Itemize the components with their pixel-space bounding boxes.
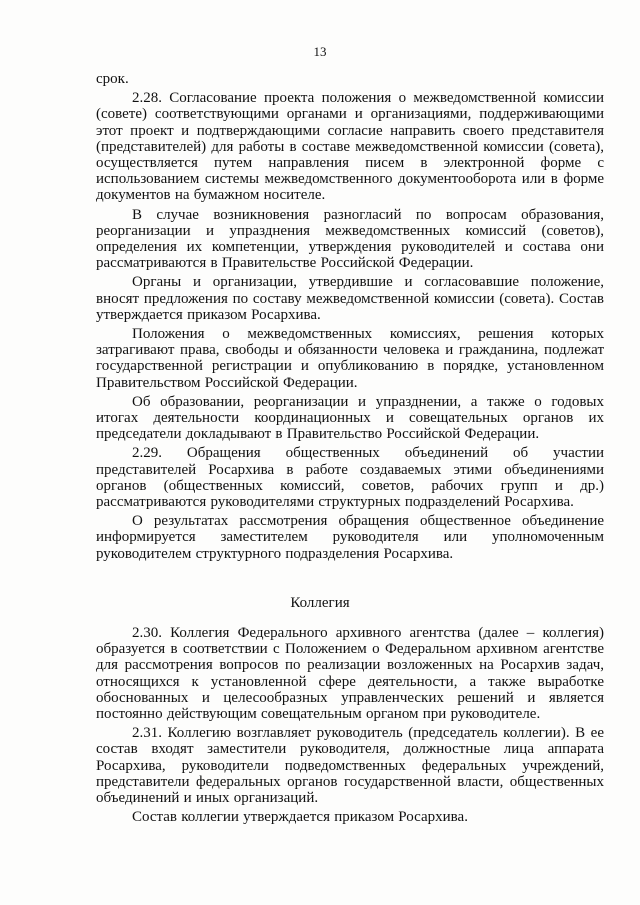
paragraph: Состав коллегии утверждается приказом Росархива.: [132, 809, 468, 826]
body-text-after-heading: [96, 625, 604, 825]
paragraph: срок.: [96, 71, 129, 87]
paragraph: Органы и организации, утвердившие и согласовавшие положение, вносят предложения по составу межведомственной комиссии (совета). Состав утверждается приказом Росархива.: [96, 274, 604, 323]
paragraph: 2.30. Коллегия Федерального архивного агентства (далее – коллегия) образуется в соответствии с Положением о Федеральном архивном агентстве для рассмотрения вопросов по реализации возложенных на Росархив задач, относящихся к установленной сфере деятельности, а также выработке обоснованных и целесообразных управленческих решений и является постоянно действующим совещательным органом при руководителе.: [96, 625, 604, 723]
section-heading: Коллегия: [290, 595, 350, 611]
paragraph: 2.28. Согласование проекта положения о межведомственной комиссии (совете) соответствующими органами и организациями, поддерживающими этот проект и подтверждающими согласие направить своего представителя (представителей) для работы в составе межведомственной комиссии (совета), осуществляется путем направления писем в электронной форме с использованием системы межведомственного документооборота или в форме документов на бумажном носителе.: [96, 90, 604, 204]
paragraph: О результатах рассмотрения обращения общественное объединение информируется заместителем руководителя или уполномоченным руководителем структурного подразделения Росархива.: [96, 513, 604, 562]
body-text-before-heading: [96, 71, 604, 562]
page-number: 13: [313, 44, 327, 59]
paragraph: 2.31. Коллегию возглавляет руководитель (председатель коллегии). В ее состав входят заместители руководителя, должностные лица аппарата Росархива, руководители подведомственных федеральных учреждений, представители федеральных органов государственной власти, общественных объединений и иных организаций.: [96, 725, 604, 807]
paragraph: В случае возникновения разногласий по вопросам образования, реорганизации и упразднения межведомственных комиссий (советов), определения их компетенции, утверждения руководителей и состава они рассматриваются в Правительстве Российской Федерации.: [96, 206, 604, 272]
paragraph: Об образовании, реорганизации и упразднении, а также о годовых итогах деятельности координационных и совещательных органов их председатели докладывают в Правительство Российской Федерации.: [96, 393, 604, 443]
paragraph: Положения о межведомственных комиссиях, решения которых затрагивают права, свободы и обязанности человека и гражданина, подлежат государственной регистрации и опубликованию в порядке, установленном Правительством Российской Федерации.: [96, 326, 604, 391]
paragraph: 2.29. Обращения общественных объединений об участии представителей Росархива в работе создаваемых этими объединениями органов (общественных комиссий, советов, рабочих групп и др.) рассматриваются руководителями структурных подразделений Росархива.: [96, 445, 604, 511]
